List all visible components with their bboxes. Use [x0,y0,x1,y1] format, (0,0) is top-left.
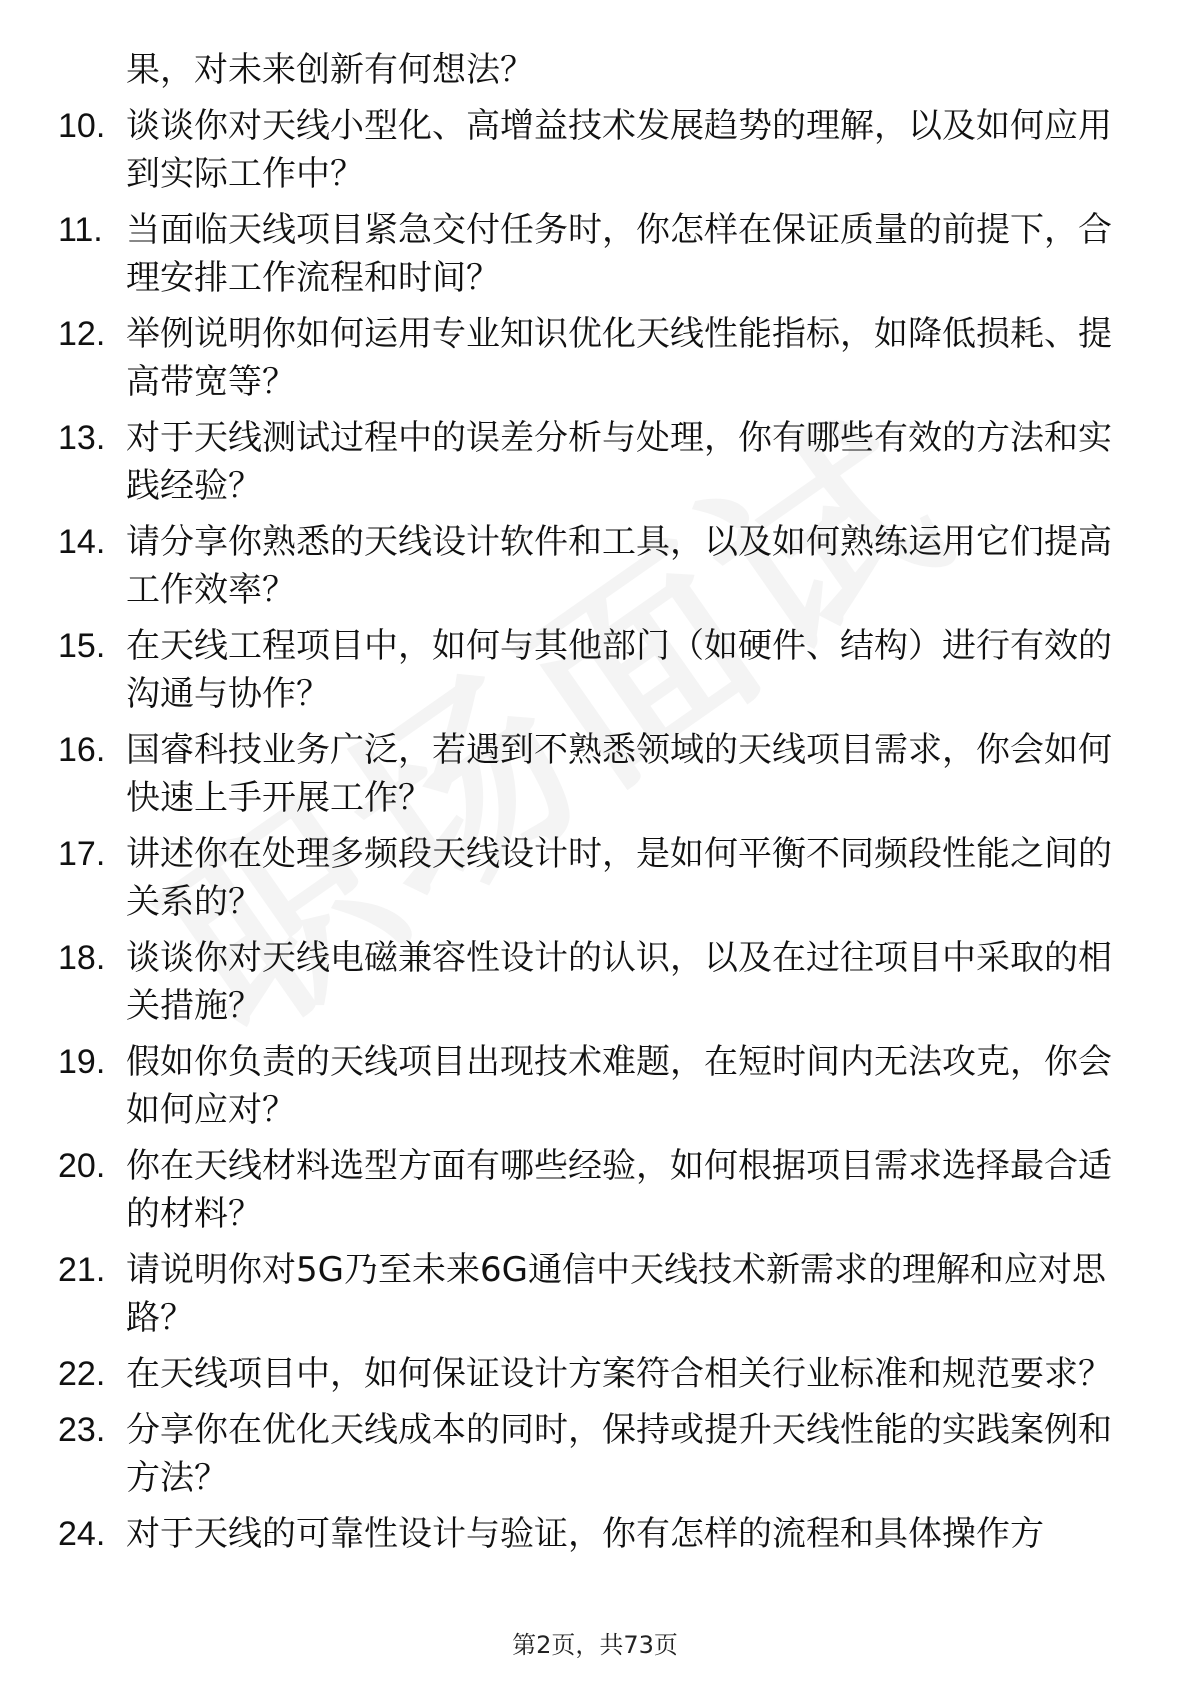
question-number: 16. [58,731,106,769]
question-number: 18. [58,939,106,977]
question-item [58,310,1138,406]
question-number: 24. [58,1515,106,1553]
question-number: 11. [58,211,103,249]
question-item [58,1142,1138,1238]
question-text: 假如你负责的天线项目出现技术难题，在短时间内无法攻克，你会如何应对？ [126,1042,1112,1130]
question-item [58,1246,1138,1342]
question-text: 国睿科技业务广泛，若遇到不熟悉领域的天线项目需求，你会如何快速上手开展工作？ [126,730,1112,818]
question-text: 在天线项目中，如何保证设计方案符合相关行业标准和规范要求？ [126,1354,1112,1394]
question-item [58,1350,1138,1398]
question-item [58,1406,1138,1502]
question-text: 请分享你熟悉的天线设计软件和工具，以及如何熟练运用它们提高工作效率？ [126,522,1112,610]
question-number: 21. [58,1251,106,1289]
question-text: 对于天线测试过程中的误差分析与处理，你有哪些有效的方法和实践经验？ [126,418,1112,506]
question-list [58,46,1138,1566]
question-text: 谈谈你对天线小型化、高增益技术发展趋势的理解，以及如何应用到实际工作中？ [126,106,1112,194]
question-item [58,1510,1138,1558]
question-number: 13. [58,419,106,457]
question-text: 举例说明你如何运用专业知识优化天线性能指标，如降低损耗、提高带宽等？ [126,314,1112,402]
question-item [58,830,1138,926]
question-text: 讲述你在处理多频段天线设计时，是如何平衡不同频段性能之间的关系的？ [126,834,1112,922]
question-text: 当面临天线项目紧急交付任务时，你怎样在保证质量的前提下，合理安排工作流程和时间？ [126,210,1112,298]
question-item [58,726,1138,822]
question-text: 你在天线材料选型方面有哪些经验，如何根据项目需求选择最合适的材料？ [126,1146,1112,1234]
question-text: 请说明你对5G乃至未来6G通信中天线技术新需求的理解和应对思路？ [126,1250,1106,1338]
question-text: 分享你在优化天线成本的同时，保持或提升天线性能的实践案例和方法？ [126,1410,1112,1498]
question-text: 在天线工程项目中，如何与其他部门（如硬件、结构）进行有效的沟通与协作？ [126,626,1112,714]
continued-text: 果，对未来创新有何想法？ [126,50,534,90]
question-item [58,622,1138,718]
question-item [58,414,1138,510]
question-number: 20. [58,1147,106,1185]
question-item [58,102,1138,198]
question-number: 15. [58,627,106,665]
page-footer: 第2页，共73页 [512,1631,678,1659]
question-number: 22. [58,1355,106,1393]
question-number: 12. [58,315,106,353]
question-item [58,934,1138,1030]
question-number: 17. [58,835,106,873]
question-item [58,206,1138,302]
questions-container [58,102,1138,1558]
question-number: 23. [58,1411,106,1449]
question-text: 对于天线的可靠性设计与验证，你有怎样的流程和具体操作方 [126,1514,1044,1554]
question-number: 14. [58,523,106,561]
question-number: 19. [58,1043,106,1081]
question-text: 谈谈你对天线电磁兼容性设计的认识，以及在过往项目中采取的相关措施？ [126,938,1112,1026]
question-number: 10. [58,107,106,145]
question-item [58,518,1138,614]
question-item [58,1038,1138,1134]
